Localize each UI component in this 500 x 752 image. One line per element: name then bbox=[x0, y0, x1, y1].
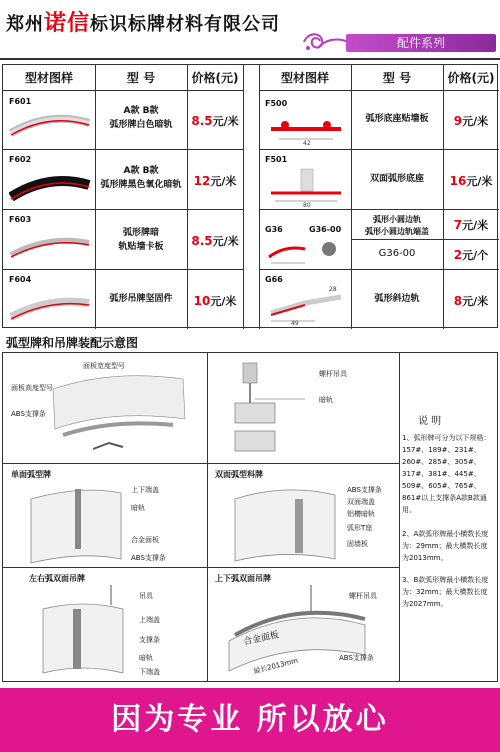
table-divider bbox=[351, 65, 352, 329]
price bbox=[187, 293, 243, 309]
price bbox=[187, 173, 243, 189]
model-line: 弧形牌黑色氧化暗轨 bbox=[100, 180, 182, 190]
part-code: F602 bbox=[9, 155, 32, 164]
price-unit: 元/米 bbox=[212, 115, 239, 128]
price bbox=[443, 247, 499, 263]
price bbox=[187, 233, 243, 249]
price-unit: 元/米 bbox=[212, 235, 239, 248]
model-line: 弧形小圆边轨端盖 bbox=[365, 227, 429, 236]
company-suffix: 标识标牌材料有限公司 bbox=[90, 14, 281, 35]
part-code-secondary: G36-00 bbox=[309, 225, 342, 234]
row-divider bbox=[3, 149, 243, 150]
assembly-diagram bbox=[2, 352, 498, 682]
model-line: A款 B款 bbox=[123, 166, 159, 176]
price-unit: 元/米 bbox=[462, 295, 489, 308]
col-header-sample: 型材图样 bbox=[3, 65, 95, 91]
diagram-label: 上端盖 bbox=[139, 616, 160, 624]
diagram-label: 合金面板 bbox=[242, 630, 280, 648]
diagram-panel-title: 左右弧双面吊牌 bbox=[29, 574, 85, 583]
col-header-price-right: 价格(元) bbox=[443, 65, 499, 91]
note-item: 1、弧形牌可分为以下规格：157#、189#、231#、260#、285#、305#、317#、381#、445#、509#、605#、765#、861#以上支撑条A款B款通用。 bbox=[402, 434, 491, 514]
part-code: F500 bbox=[265, 99, 288, 108]
col-header-price: 价格(元) bbox=[187, 65, 243, 91]
model-line: 弧形牌暗 bbox=[122, 228, 159, 238]
model-line: 轨贴墙卡板 bbox=[118, 242, 164, 252]
row-divider bbox=[3, 209, 243, 210]
diagram-panel-title: 单面弧型牌 bbox=[11, 470, 51, 479]
header bbox=[0, 0, 500, 62]
diagram-label: 最长2013mm bbox=[252, 656, 299, 676]
row-divider bbox=[351, 239, 499, 240]
diagram-label: ABS支撑条 bbox=[339, 654, 374, 662]
price-value: 10 bbox=[193, 294, 211, 308]
price-unit: 元/米 bbox=[466, 175, 493, 188]
price-value: 16 bbox=[449, 174, 467, 188]
parts-table bbox=[2, 64, 498, 328]
double-curved-sign-drawing bbox=[215, 479, 345, 565]
model-line: 弧形底座贴墙板 bbox=[365, 114, 429, 124]
g36-rail-image bbox=[265, 235, 347, 267]
header-divider bbox=[0, 58, 500, 60]
diagram-label: ABS支撑条 bbox=[347, 486, 382, 494]
diagram-label: 暗轨 bbox=[319, 396, 333, 404]
row-divider bbox=[259, 149, 499, 150]
table-divider bbox=[187, 65, 188, 329]
dim-label: 80 bbox=[303, 202, 311, 207]
hanging-rod-drawing bbox=[215, 359, 395, 459]
price-value: 8 bbox=[453, 294, 463, 308]
series-label: 配件系列 bbox=[346, 34, 496, 52]
company-prefix: 郑州 bbox=[6, 14, 44, 35]
diagram-title: 弧型牌和吊牌装配示意图 bbox=[6, 336, 139, 350]
part-code: G66 bbox=[265, 275, 283, 284]
f500-base-image bbox=[265, 109, 347, 147]
part-code: F601 bbox=[9, 97, 32, 106]
price-value: 8.5 bbox=[191, 114, 213, 128]
price-value: 12 bbox=[193, 174, 211, 188]
diagram-label: 固墙板 bbox=[347, 540, 368, 548]
f501-base-image bbox=[265, 167, 347, 207]
single-curved-sign-drawing bbox=[11, 479, 131, 565]
table-divider bbox=[443, 65, 444, 329]
company-name bbox=[6, 6, 280, 37]
dim-label: 42 bbox=[303, 140, 311, 147]
price bbox=[443, 113, 499, 129]
diagram-divider bbox=[399, 353, 400, 681]
diagram-divider bbox=[3, 463, 399, 464]
diagram-label: 弧形T座 bbox=[347, 524, 373, 532]
model-line: 双面弧形底座 bbox=[369, 174, 424, 184]
price-unit: 元/米 bbox=[210, 295, 237, 308]
row-divider bbox=[259, 209, 499, 210]
row-divider bbox=[259, 269, 499, 270]
diagram-label: 暗轨 bbox=[131, 504, 145, 512]
footer-banner bbox=[0, 688, 500, 752]
g66-rail-image bbox=[265, 283, 347, 325]
diagram-label: 面板高度型号 bbox=[11, 384, 53, 392]
diagram-label: 合金面板 bbox=[131, 536, 159, 544]
diagram-label: 支撑条 bbox=[139, 636, 160, 644]
diagram-label: 螺杆吊具 bbox=[319, 370, 347, 378]
price bbox=[443, 293, 499, 309]
col-header-model-right: 型 号 bbox=[351, 65, 443, 91]
dim-label: 28 bbox=[329, 286, 337, 293]
row-divider bbox=[3, 269, 243, 270]
series-banner bbox=[300, 34, 496, 52]
diagram-label: 螺杆吊具 bbox=[349, 592, 377, 600]
diagram-label: ABS支撑条 bbox=[11, 410, 46, 418]
price-value: 7 bbox=[453, 218, 463, 232]
col-header-sample-right: 型材图样 bbox=[259, 65, 351, 91]
model-line: 弧形斜边轨 bbox=[374, 294, 420, 304]
price bbox=[443, 217, 499, 233]
part-code: F604 bbox=[9, 275, 32, 284]
price bbox=[187, 113, 243, 129]
price-unit: 元/米 bbox=[462, 219, 489, 232]
diagram-divider bbox=[3, 567, 399, 568]
diagram-label: 铝槽暗轨 bbox=[347, 510, 375, 518]
diagram-label: ABS支撑条 bbox=[131, 554, 166, 562]
part-code: F603 bbox=[9, 215, 32, 224]
price-unit: 元/米 bbox=[462, 115, 489, 128]
dim-label: 49 bbox=[291, 320, 299, 325]
col-header-model: 型 号 bbox=[95, 65, 187, 91]
diagram-divider bbox=[207, 353, 208, 681]
part-code: G36 bbox=[265, 225, 283, 234]
diagram-label: 吊具 bbox=[139, 592, 153, 600]
diagram-label: 下端盖 bbox=[139, 668, 160, 676]
f604-bracket-image bbox=[9, 287, 91, 323]
model-line: 弧形小圆边轨 bbox=[373, 215, 421, 224]
company-brand: 诺信 bbox=[44, 11, 91, 36]
model-line: A款 B款 bbox=[123, 106, 159, 116]
diagram-panel-title: 上下弧双面吊牌 bbox=[215, 574, 271, 583]
table-divider bbox=[243, 65, 244, 329]
price-value: 9 bbox=[453, 114, 463, 128]
model-line: G36-00 bbox=[378, 248, 416, 259]
table-divider bbox=[259, 65, 260, 329]
footer-slogan: 因为专业 所以放心 bbox=[111, 702, 389, 737]
notes-title: 说 明 bbox=[418, 416, 442, 427]
f601-rail-image bbox=[9, 109, 91, 139]
diagram-panel-title: 双面弧型科牌 bbox=[215, 470, 263, 479]
model-line: 弧形吊牌坚固件 bbox=[109, 294, 173, 304]
price-unit: 元/个 bbox=[462, 249, 489, 262]
f603-clip-image bbox=[9, 227, 91, 261]
diagram-label: 双面端盖 bbox=[347, 498, 375, 506]
price bbox=[443, 173, 499, 189]
diagram-label: 面板宽度型号 bbox=[83, 362, 125, 370]
f602-rail-image bbox=[9, 169, 91, 203]
price-unit: 元/米 bbox=[210, 175, 237, 188]
diagram-label: 暗轨 bbox=[139, 654, 153, 662]
model-line: 弧形牌白色暗轨 bbox=[109, 120, 173, 130]
price-value: 8.5 bbox=[191, 234, 213, 248]
diagram-label: 上下端盖 bbox=[131, 486, 159, 494]
price-value: 2 bbox=[453, 248, 463, 262]
note-item: 2、A款弧形牌最小横数长度为：29mm；最大横数长度为2013mm。 bbox=[402, 530, 489, 562]
note-item: 3、B款弧形牌最小横数长度为：32mm；最大横数长度为2027mm。 bbox=[402, 576, 489, 608]
part-code: F501 bbox=[265, 155, 288, 164]
